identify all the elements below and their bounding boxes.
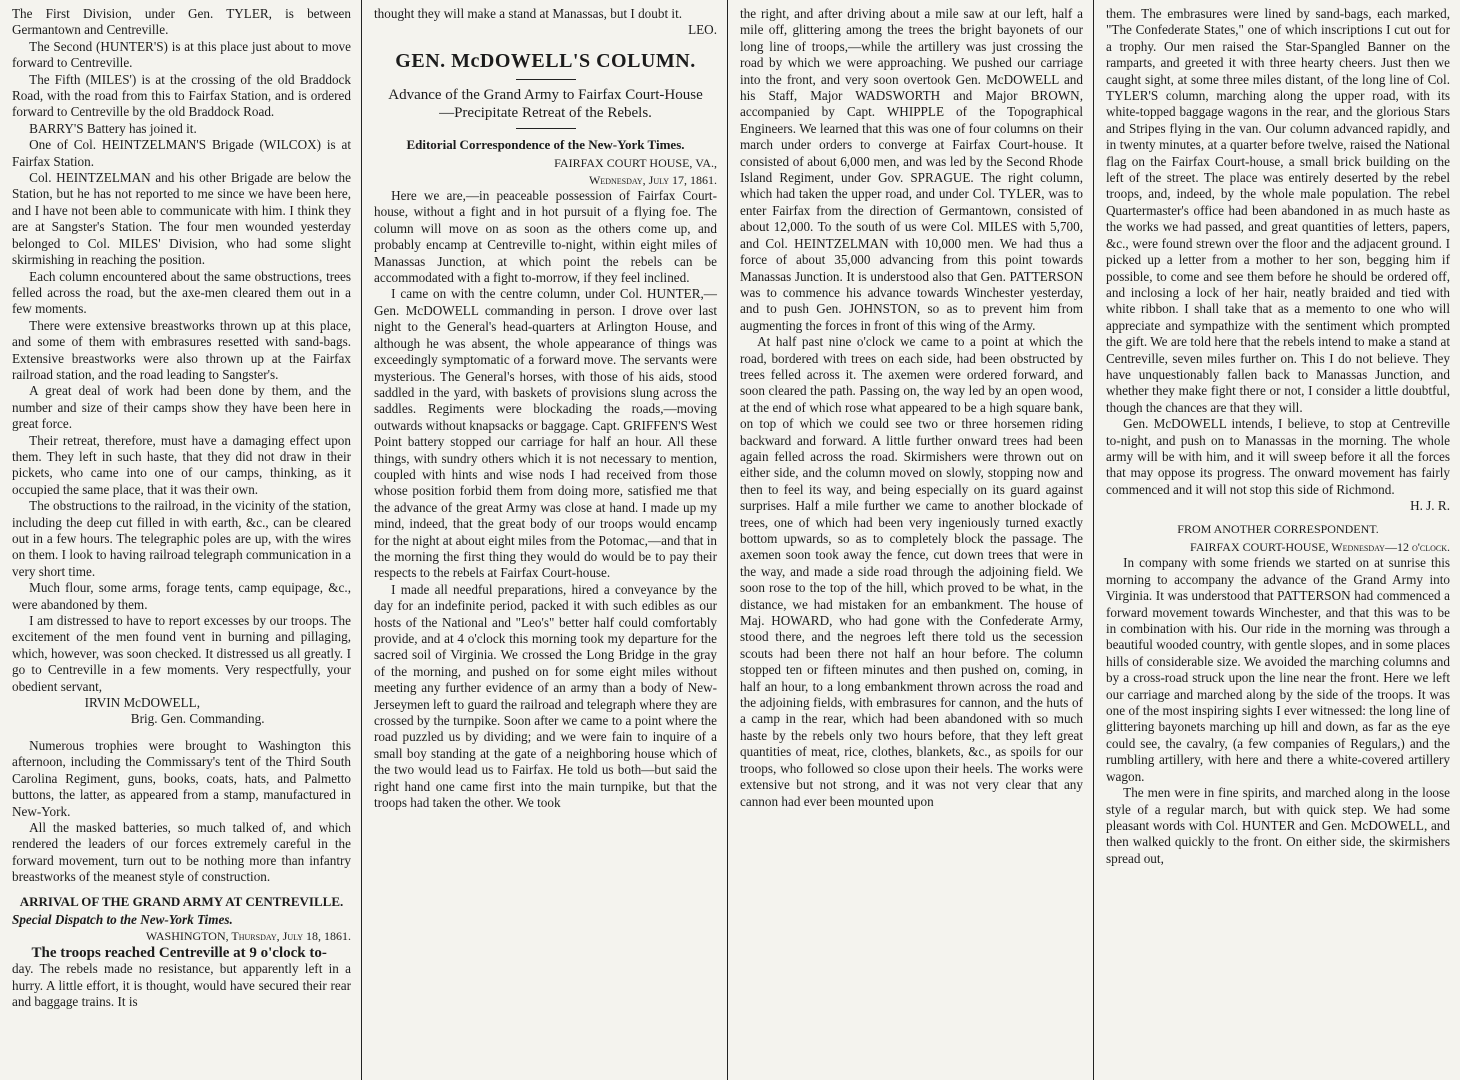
paragraph: At half past nine o'clock we came to a point at which the road, bordered with trees on each side, had been obstructed by trees felled across it. The axemen were ordered forward, and soon cleared the path. Passing on, the way led by an open wood, at the end of which rose what appeared to be a high square bank, on top of which we could see two or three horsemen riding backward and forward. A little further onward trees had been again felled across the road. Skirmishers were thrown out on either side, and the column moved on slowly, stopping now and then to feel its way, and being especially on its guard against surprises. Half a mile further we came to another blockade of trees, one of which had been very ingeniously turned exactly bottom upwards, so as to completely block the passage. The axemen soon took away the fence, cut down trees that were in the way, and made a side road through the adjoining field. We soon rose to the top of the hill, which proved to be what, in the distance, we had mistaken for an embankment. The house of Maj. HOWARD, who had gone with the Confederate Army, stood there, and the negroes left there told us the secession scouts had been there not half an hour before. The column stopped ten or fifteen minutes and then pushed on, coming, in half an hour, to a long embankment thrown across the road and the adjoining fields, with embrasures for cannon, and the huts of a camp in the rear, which had been abandoned with so much haste by the rebels only two hours before, that they left great quantities of meat, rice, clothes, blankets, &c., as spoils for our troops, who followed so close upon their heels. The works were extensive but not strong, and it was not very clear that any cannon had ever been mounted upon xyxy=(740,334,1083,809)
column-3 xyxy=(728,0,1094,1080)
paragraph: A great deal of work had been done by them, and the number and size of their camps show they have been here in great force. xyxy=(12,383,351,432)
dateline: WASHINGTON, Thursday, July 18, 1861. xyxy=(145,929,351,944)
section-heading: FROM ANOTHER CORRESPONDENT. xyxy=(1177,521,1379,536)
paragraph: There were extensive breastworks thrown up at this place, and some of them with embrasures resetted with sand-bags. Extensive breastworks were also thrown up at the Fairfax railroad station, and the road leading to Sangster's. xyxy=(12,317,351,382)
paragraph: One of Col. HEINTZELMAN'S Brigade (WILCOX) is at Fairfax Station. xyxy=(12,137,351,169)
dispatch-line: Special Dispatch to the New-York Times. xyxy=(12,911,233,927)
paragraph: Numerous trophies were brought to Washington this afternoon, including the Commissary's tent of the Third South Carolina Regiment, guns, books, coats, hats, and Palmetto buttons, the latter, as appeared from a stamp, manufactured in New-York. xyxy=(12,737,351,819)
column-2 xyxy=(362,0,728,1080)
paragraph: the right, and after driving about a mile saw at our left, half a mile off, glittering among the trees the bright bayonets of our long line of troops,—while the artillery was just crossing the road by which we were approaching. We pushed our carriage into the front, and very soon overtook Gen. McDOWELL and his Staff, Major WADSWORTH and Major BROWN, accompanied by Capt. WHIPPLE of the Topographical Engineers. We learned that this was one of four columns on their march under orders to converge at Fairfax Court-house. It consisted of about 6,000 men, and was led by the Second Rhode Island Regiment, under Gov. SPRAGUE. The right column, which had taken the upper road, and under Col. TYLER, was to enter Fairfax from the direction of Germantown, consisted of about 12,000. To the south of us were Col. MILES with 5,700, and Col. HEINTZELMAN with 10,000 men. We had thus a force of about 35,000 advancing from this point towards Manassas Junction. It is understood also that Gen. PATTERSON was to commence his advance towards Winchester yesterday, and to push Gen. JOHNSTON, so as to prevent him from augmenting the forces in front of this wing of the Army. xyxy=(740,6,1083,333)
paragraph: The Fifth (MILES') is at the crossing of the old Braddock Road, with the road from this to Fairfax Station, and is ordered forward to Centreville by the old Braddock Road. xyxy=(12,71,351,120)
divider xyxy=(516,79,576,80)
dateline: FAIRFAX COURT HOUSE, VA., xyxy=(554,156,717,171)
paragraph: In company with some friends we started on at sunrise this morning to accompany the advance of the Grand Army into Virginia. It was understood that PATTERSON had commenced a forward movement towards Winchester, and that this was to be in combination with his. Our ride in the morning was through a beautiful wooded country, with gentle slopes, and in some places hills of considerable size. We avoided the marching columns and by a cross-road struck upon the line near the front. Here we left our carriage and marched along by the side of the troops. It was one of the most inspiring sights I ever witnessed: the long line of glittering bayonets marching up hill and down, as far as the eye could see, the cavalry, (a few companies of Regulars,) and the rumbling artillery, with here and there a white-covered artillery wagon. xyxy=(1106,555,1450,784)
paragraph: thought they will make a stand at Manassas, but I doubt it. xyxy=(374,6,683,21)
paragraph: I am distressed to have to report excesses by our troops. The excitement of the men found vent in burning and pillaging, which, however, was soon checked. It distressed us all greatly. I go to Centreville in a few moments. Very respectfully, your obedient servant, xyxy=(12,613,351,694)
headline: GEN. McDOWELL'S COLUMN. xyxy=(395,49,696,72)
signature-rank: Brig. Gen. Commanding. xyxy=(130,711,265,727)
paragraph: Gen. McDOWELL intends, I believe, to stop at Centreville to-night, and push on to Manassas in the morning. The whole army will be with him, and it will sweep before it all the forces that may oppose its progress. The onward movement has fairly commenced and it will not stop this side of Richmond. xyxy=(1106,416,1450,497)
column-1 xyxy=(0,0,362,1080)
paragraph: Here we are,—in peaceable possession of Fairfax Court-house, without a fight and in hot pursuit of a flying foe. The column will move on as soon as the others come up, and probably encamp at Centreville to-night, within eight miles of Manassas Junction, at which point the rebels can be accommodated with a fight to-morrow, if they feel inclined. xyxy=(374,188,717,286)
paragraph: Col. HEINTZELMAN and his other Brigade are below the Station, but he has not reported to me since we have been here, and I have not been able to communicate with him. I think they are at Sangster's Station. The four men wounded yesterday belonged to Col. MILES' Division, who had some slight skirmishing in reaching the position. xyxy=(12,170,351,268)
paragraph: them. The embrasures were lined by sand-bags, each marked, "The Confederate States," one of which inscriptions I cut out for a trophy. Our men raised the Star-Spangled Banner on the ramparts, and greeted it with three hearty cheers. Just then we caught sight, at some three miles distant, of the long line of Col. TYLER'S column, marching along the upper road, with its white-topped baggage wagons in the rear, and the glorious Stars and Stripes flying in the van. Our column advanced rapidly, and in twenty minutes, at a quarter before twelve, raised the National flag on the Fairfax Court-house, a small brick building on the left of the street. The place was entirely deserted by the rebel troops, and, indeed, by the whole male population. The rebel Quartermaster's office had been abandoned in as much haste as the works we had passed, and great quantities of letters, papers, &c., were found strewn over the floor and the adjacent ground. I picked up a letter from a mother to her son, begging him if possible, to come and see them before he should be ordered off, and inclosing a lock of her hair, neatly braided and tied with white ribbon. I shall take that as a memento to one who will appreciate and sympathize with the sentiment which prompted the gift. We are told here that the rebels intend to make a stand at Centreville, seven miles further on. This I do not believe. They have unquestionably fallen back to Manassas Junction, and whether they make fight there or not, I consider a little doubtful, though the chances are that they will. xyxy=(1106,6,1450,415)
dateline: Wednesday, July 17, 1861. xyxy=(588,172,717,187)
paragraph: All the masked batteries, so much talked of, and which rendered the leaders of our forces extremely careful in the forward movement, turn out to be nothing more than infantry breastworks of the meanest style of construction. xyxy=(12,819,351,885)
paragraph: Much flour, some arms, forage tents, camp equipage, &c., were abandoned by them. xyxy=(12,580,351,612)
signature: H. J. R. xyxy=(1410,498,1450,514)
paragraph: The First Division, under Gen. TYLER, is between Germantown and Centreville. xyxy=(12,6,351,38)
paragraph: BARRY'S Battery has joined it. xyxy=(29,120,197,136)
signature: LEO. xyxy=(688,22,717,38)
lead-line: The troops reached Centreville at 9 o'clock to- xyxy=(31,944,327,961)
paragraph: I came on with the centre column, under Col. HUNTER,—Gen. McDOWELL commanding in person. I drove over last night to the General's head-quarters at Arlington House, and although he was absent, the whole appearance of things was exceedingly symptomatic of a forward move. The servants were mysterious. The General's horses, with those of his aids, stood saddled in the yard, with baskets of provisions slung across the saddles. Regiments were blockading the roads,—moving outwards without knapsacks or baggage. Capt. GRIFFEN'S West Point battery stopped our carriage for half an hour. All these things, with sundry others which it is not necessary to mention, coupled with hints and wise nods I had received from those whose position forbid them from doing more, satisfied me that the advance of the great Army was close at hand. I made up my mind, indeed, that the great body of our troops would encamp for the night at about eight miles from the Potomac,—and that in the morning the first thing they would do would be to pay their respects to the rebels at Fairfax Court-house. xyxy=(374,286,717,581)
paragraph: Their retreat, therefore, must have a damaging effect upon them. They left in such haste, that they did not draw in their pickets, who came into one of our camps, thinking, as it occupied the same place, that it was their own. xyxy=(12,432,351,497)
column-4 xyxy=(1094,0,1460,1080)
correspondence-line: Editorial Correspondence of the New-York Times. xyxy=(406,136,685,152)
divider xyxy=(516,128,576,129)
paragraph: The Second (HUNTER'S) is at this place just about to move forward to Centreville. xyxy=(12,38,351,71)
section-heading: ARRIVAL OF THE GRAND ARMY AT CENTREVILLE. xyxy=(19,893,344,909)
paragraph: day. The rebels made no resistance, but apparently left in a hurry. A little effort, it is thought, would have secured their rear and baggage trains. It is xyxy=(12,961,351,1009)
signature-name: IRVIN McDOWELL, xyxy=(84,695,200,711)
deck: Advance of the Grand Army to Fairfax Court-House—Precipitate Retreat of the Rebels. xyxy=(388,86,703,121)
paragraph: Each column encountered about the same obstructions, trees felled across the road, but the axe-men cleared them out in a few moments. xyxy=(12,268,351,317)
paragraph: I made all needful preparations, hired a conveyance by the day for an indefinite period, packed it with such edibles as our hosts of the National and "Leo's" better half could comfortably provide, and at 4 o'clock this morning took my departure for the sacred soil of Virginia. We crossed the Long Bridge in the gray of the morning, and pushed on for some eight miles without meeting any further evidence of an army than a body of New-Jerseymen left to guard the railroad and telegraph where they are crossed by the turnpike. Soon after we came to a point where the road puzzled us by dividing; and we were fain to inquire of a small boy standing at the gate of a neighboring house which of the two would lead us to Fairfax. He told us both—but said the right hand one came first into the main turnpike, but that the troops had taken the other. We took xyxy=(374,581,717,811)
paragraph: The obstructions to the railroad, in the vicinity of the station, including the deep cut filled in with earth, &c., can be cleared out in a few hours. The telegraphic poles are up, with the wires on them. I look to having railroad telegraph communication in a very short time. xyxy=(12,498,351,579)
dateline: FAIRFAX COURT-HOUSE, Wednesday—12 o'clock. xyxy=(1190,540,1450,554)
paragraph: The men were in fine spirits, and marched along in the loose style of a regular march, but with quick step. We had some pleasant words with Col. HUNTER and Gen. McDOWELL, and then walked quickly to the front. On either side, the skirmishers spread out, xyxy=(1106,785,1450,866)
